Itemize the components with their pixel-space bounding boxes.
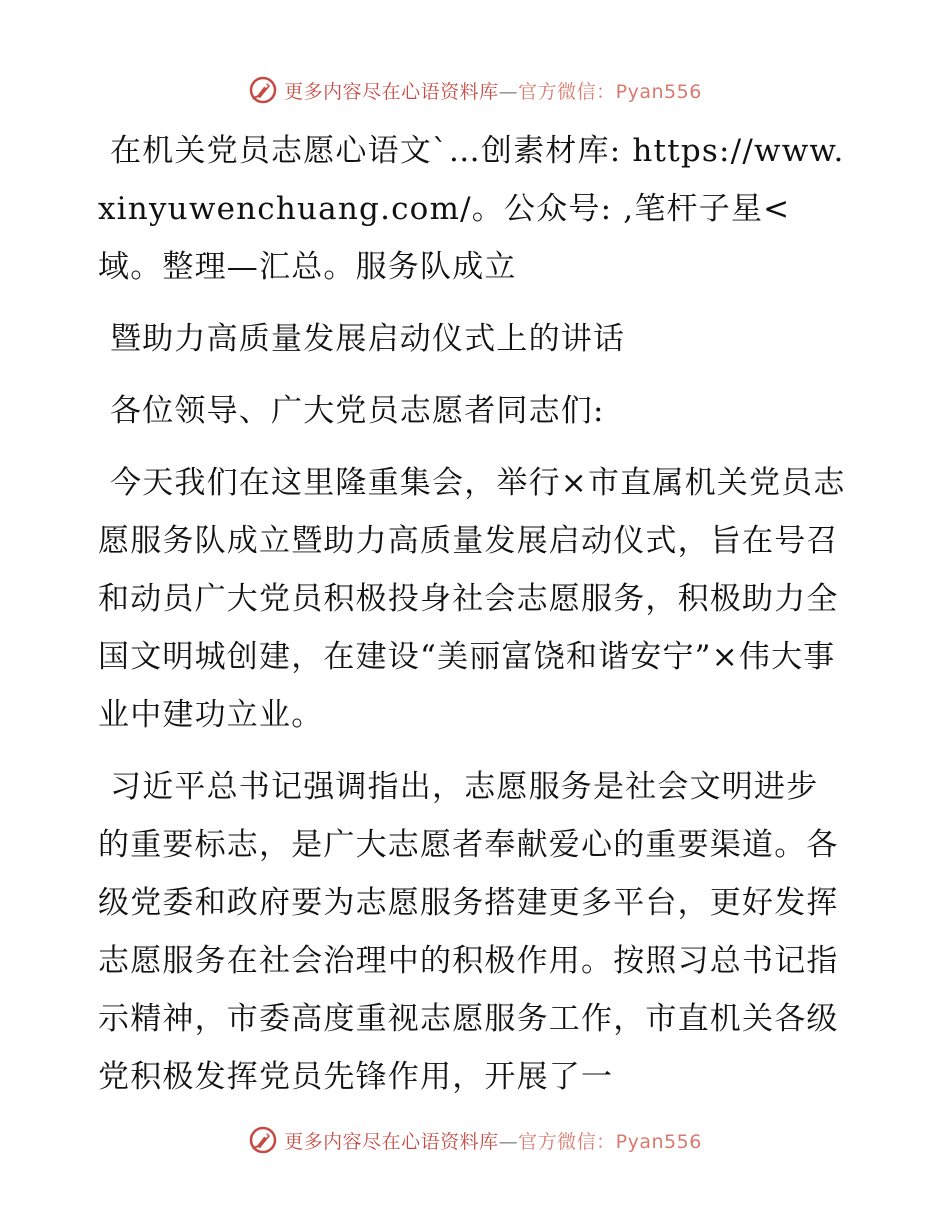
watermark-text: 更多内容尽在心语资料库—官方微信：Pyan556	[284, 80, 702, 103]
header-watermark	[0, 72, 950, 108]
paragraph-body-1: 今天我们在这里隆重集会，举行×市直属机关党员志愿服务队成立暨助力高质量发展启动仪式，旨在号召和动员广大党员积极投身社会志愿服务，积极助力全国文明城创建，在建设“美丽富饶和谐安宁”×伟大事业中建功立业。	[98, 465, 846, 733]
footer-watermark	[0, 1122, 950, 1158]
pen-nib-logo-icon	[248, 75, 278, 105]
paragraph-heading-line-1: 在机关党员志愿心语文`…创素材库: https://www.xinyuwenchuang.com/。公众号: ,笔杆子星<域。整理—汇总。服务队成立	[98, 133, 845, 285]
paragraph-heading-line-2: 暨助力高质量发展启动仪式上的讲话	[110, 321, 626, 357]
document-body	[98, 122, 850, 1106]
paragraph-body-2: 习近平总书记强调指出，志愿服务是社会文明进步的重要标志，是广大志愿者奉献爱心的重要渠道。各级党委和政府要为志愿服务搭建更多平台，更好发挥志愿服务在社会治理中的积极作用。按照习总书记指示精神，市委高度重视志愿服务工作，市直机关各级党积极发挥党员先锋作用，开展了一	[98, 769, 839, 1095]
paragraph-salutation: 各位领导、广大党员志愿者同志们:	[110, 393, 605, 429]
watermark-text: 更多内容尽在心语资料库—官方微信：Pyan556	[284, 1130, 702, 1153]
pen-nib-logo-icon	[248, 1125, 278, 1155]
